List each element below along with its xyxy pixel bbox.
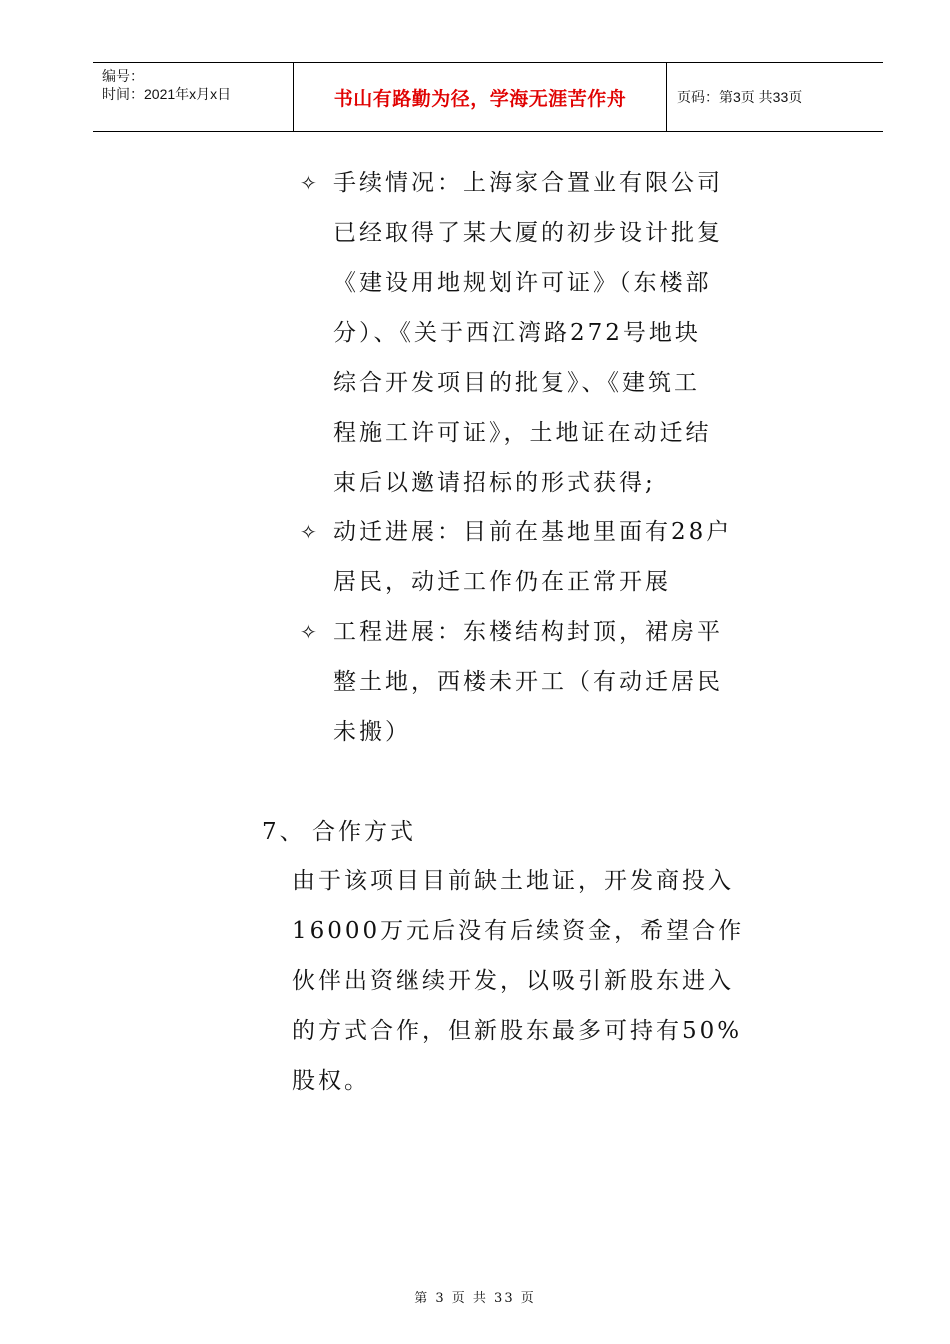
text-line: 由于该项目目前缺土地证，开发商投入 bbox=[292, 868, 734, 894]
diamond-bullet-icon: ✧ bbox=[300, 620, 320, 644]
text-line: 综合开发项目的批复》、《建筑工 bbox=[333, 370, 700, 396]
header-page-info: 页码：第3页 共33页 bbox=[677, 89, 803, 105]
text-line: 整土地，西楼未开工（有动迁居民 bbox=[333, 669, 723, 695]
bullet-relocation bbox=[300, 507, 740, 607]
text-line: 程施工许可证》，土地证在动迁结 bbox=[333, 420, 712, 446]
bullet-construction bbox=[300, 607, 740, 757]
text-line: 未搬） bbox=[333, 719, 411, 745]
diamond-bullet-icon: ✧ bbox=[300, 520, 320, 544]
section-number: 7、 bbox=[262, 819, 306, 845]
section-heading bbox=[262, 807, 416, 857]
text-line: 手续情况：上海家合置业有限公司 bbox=[333, 170, 723, 196]
text-line: 股权。 bbox=[292, 1068, 370, 1094]
bullet-procedures bbox=[300, 158, 740, 508]
diamond-bullet-icon: ✧ bbox=[300, 171, 320, 195]
text-line: 已经取得了某大厦的初步设计批复 bbox=[333, 220, 723, 246]
header-motto: 书山有路勤为径，学海无涯苦作舟 bbox=[294, 63, 667, 131]
text-line: 16000万元后没有后续资金，希望合作 bbox=[292, 918, 745, 944]
text-line: 分）、《关于西江湾路272号地块 bbox=[333, 320, 701, 346]
text-line: 的方式合作，但新股东最多可持有50% bbox=[292, 1018, 743, 1044]
text-line: 动迁进展：目前在基地里面有28户 bbox=[333, 519, 733, 545]
text-line: 居民，动迁工作仍在正常开展 bbox=[333, 569, 671, 595]
section-title: 合作方式 bbox=[312, 819, 416, 845]
text-line: 工程进展：东楼结构封顶，裙房平 bbox=[333, 619, 723, 645]
section-paragraph bbox=[292, 856, 752, 1106]
time-label: 时间：2021年x月x日 bbox=[102, 86, 232, 102]
page-footer: 第 3 页 共 33 页 bbox=[414, 1291, 536, 1306]
page-header bbox=[93, 62, 883, 132]
text-line: 束后以邀请招标的形式获得; bbox=[333, 470, 656, 496]
text-line: 伙伴出资继续开发，以吸引新股东进入 bbox=[292, 968, 734, 994]
text-line: 《建设用地规划许可证》（东楼部 bbox=[333, 270, 712, 296]
serial-label: 编号： bbox=[102, 68, 144, 84]
header-meta bbox=[93, 63, 294, 131]
